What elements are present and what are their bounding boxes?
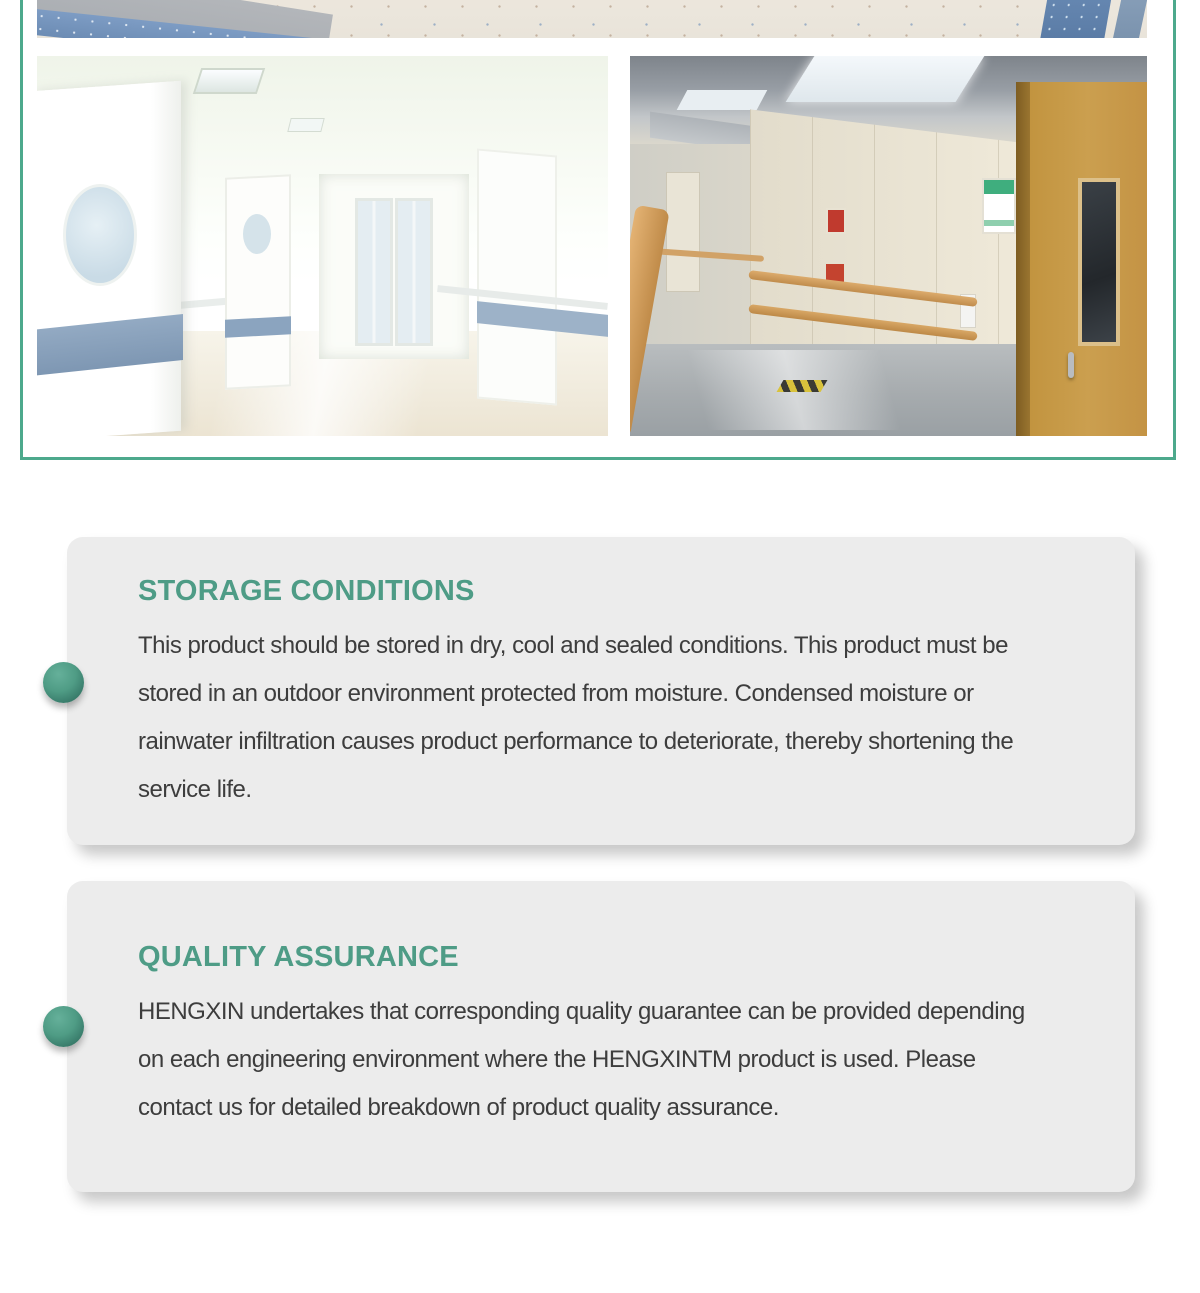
bullet-ball-icon (43, 662, 84, 703)
photo-detail-column (1113, 0, 1147, 38)
photo-detail-end-door (355, 198, 393, 346)
photo-detail-oval-window (63, 184, 137, 286)
photo-detail-end-door (395, 198, 433, 346)
photo-detail-handrail (37, 298, 227, 322)
photo-detail-oval-window (243, 214, 271, 254)
photo-detail-handrail (437, 285, 608, 310)
photo-detail-wooden-door (1016, 82, 1147, 436)
photo-detail-end-wall (319, 174, 469, 359)
photo-detail-wall-panels (750, 109, 1020, 402)
photo-detail-wall-guard (37, 7, 574, 38)
photo-detail-handrail (630, 205, 670, 436)
photo-detail-column (1040, 0, 1117, 38)
photo-detail-floor (37, 331, 608, 436)
photo-gallery-frame (20, 0, 1176, 460)
photo-detail-fire-sign (826, 208, 846, 234)
photo-detail-ceiling-light (786, 56, 985, 102)
photo-detail-floor-sheen (157, 331, 487, 436)
photo-detail-blue-band (37, 314, 183, 376)
photo-detail-ceiling-light (677, 90, 768, 110)
quality-assurance-text: HENGXIN undertakes that corresponding quality guarantee can be provided depending on each engineering environment where the HENGXINTM product is used. Please contact us for detailed breakdown of product quality assurance. (138, 998, 1025, 1121)
photo-detail-ward-sign-footer (984, 220, 1014, 226)
photo-detail-floor-sheen (660, 350, 960, 430)
storage-conditions-heading: STORAGE CONDITIONS (138, 575, 475, 607)
storage-conditions-card (67, 537, 1135, 845)
photo-detail-hazard-marking (777, 380, 828, 392)
corridor-photo-strip (37, 0, 1147, 38)
photo-detail-handrail (654, 248, 764, 262)
corridor-photo-white (37, 56, 608, 436)
photo-detail-ceiling-light (193, 68, 265, 94)
photo-detail-far-wall (630, 144, 780, 354)
photo-detail-dispenser (960, 294, 976, 328)
storage-conditions-text: This product should be stored in dry, cool and sealed conditions. This product must be stored in an outdoor environment protected from moisture. Condensed moisture or rainwater infiltration causes product performance to deteriorate, thereby shortening the service life. (138, 632, 1014, 803)
photo-detail-blue-band (477, 301, 608, 337)
photo-detail-blue-band (225, 316, 291, 337)
quality-assurance-heading: QUALITY ASSURANCE (138, 941, 459, 973)
photo-detail-ward-sign (982, 178, 1016, 234)
photo-detail-ceiling (650, 112, 770, 155)
photo-detail-door-handle (1068, 352, 1074, 378)
photo-detail-door (37, 81, 181, 436)
photo-detail-floor (630, 344, 1147, 436)
quality-assurance-card (67, 881, 1135, 1192)
photo-detail-wall (37, 0, 333, 38)
photo-detail-door (477, 149, 557, 406)
photo-detail-handrail (748, 270, 977, 307)
photo-detail-door (225, 174, 291, 389)
photo-detail-door-window (1078, 178, 1120, 346)
corridor-photo-handrails (630, 56, 1147, 436)
bullet-ball-icon (43, 1006, 84, 1047)
photo-detail-handrail (748, 304, 977, 341)
photo-detail-ward-sign-header (984, 180, 1014, 194)
photo-detail-ceiling-light (287, 118, 324, 132)
photo-detail-door-frame (1016, 82, 1030, 436)
photo-detail-far-door (666, 172, 700, 292)
photo-detail-fire-sign (826, 264, 844, 284)
